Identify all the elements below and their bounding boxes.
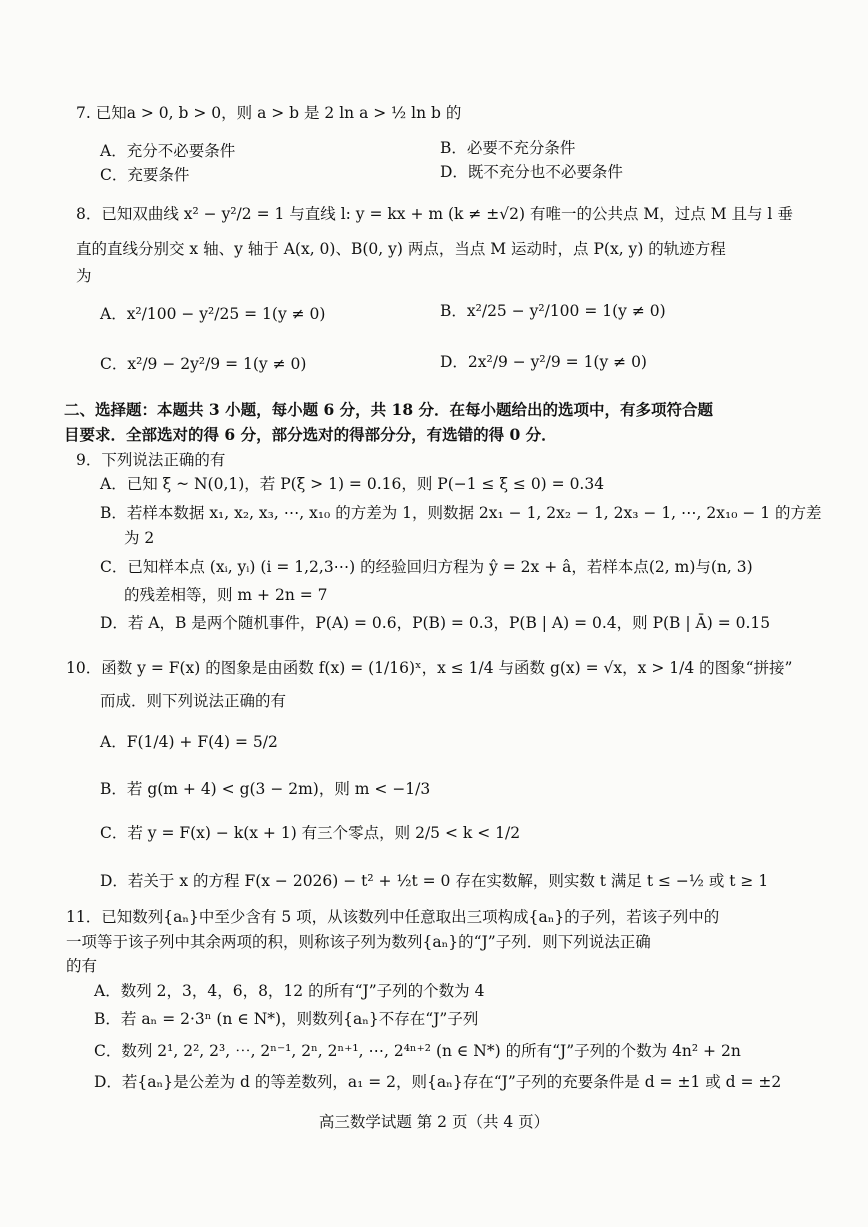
q8-option-a: A．x²/100 − y²/25 = 1(y ≠ 0) — [100, 305, 326, 323]
q7-stem: 7. 已知a > 0, b > 0，则 a > b 是 2 ln a > ½ ln b 的 — [76, 104, 462, 122]
q8-stem-line3: 为 — [76, 267, 92, 285]
q10-option-c: C．若 y = F(x) − k(x + 1) 有三个零点，则 2/5 < k < 1/2 — [100, 824, 521, 842]
q11-option-b: B．若 aₙ = 2·3ⁿ (n ∈ N*)，则数列{aₙ}不存在“J”子列 — [94, 1010, 479, 1028]
section2-line2: 目要求．全部选对的得 6 分，部分选对的得部分分，有选错的得 0 分． — [64, 425, 557, 444]
q8-option-b: B．x²/25 − y²/100 = 1(y ≠ 0) — [440, 302, 666, 320]
q9-option-b-line2: 为 2 — [124, 529, 155, 547]
q11-stem-line1: 11．已知数列{aₙ}中至少含有 5 项，从该数列中任意取出三项构成{aₙ}的子列，若该子列中的 — [66, 908, 720, 926]
q9-option-c-line1: C．已知样本点 (xᵢ, yᵢ) (i = 1,2,3⋯) 的经验回归方程为 ŷ = 2x + â，若样本点(2, m)与(n, 3) — [100, 558, 753, 576]
q8-stem-line1: 8．已知双曲线 x² − y²/2 = 1 与直线 l: y = kx + m (k ≠ ±√2) 有唯一的公共点 M，过点 M 且与 l 垂 — [76, 205, 793, 223]
q7-option-c: C．充要条件 — [100, 166, 190, 184]
q11-stem-line3: 的有 — [66, 957, 98, 975]
q7-option-d: D．既不充分也不必要条件 — [440, 163, 623, 181]
q8-stem-line2: 直的直线分别交 x 轴、y 轴于 A(x, 0)、B(0, y) 两点，当点 M 运动时，点 P(x, y) 的轨迹方程 — [76, 240, 726, 258]
q9-option-d: D．若 A，B 是两个随机事件，P(A) = 0.6，P(B) = 0.3，P(B | A) = 0.4，则 P(B | Ā) = 0.15 — [100, 614, 771, 632]
q8-option-d: D．2x²/9 − y²/9 = 1(y ≠ 0) — [440, 353, 647, 371]
q9-option-a: A．已知 ξ ~ N(0,1)，若 P(ξ > 1) = 0.16，则 P(−1 ≤ ξ ≤ 0) = 0.34 — [100, 475, 605, 493]
q10-option-b: B．若 g(m + 4) < g(3 − 2m)，则 m < −1/3 — [100, 780, 431, 798]
q10-stem-line2: 而成．则下列说法正确的有 — [100, 692, 287, 710]
q9-stem: 9．下列说法正确的有 — [76, 451, 226, 469]
q11-option-d: D．若{aₙ}是公差为 d 的等差数列，a₁ = 2，则{aₙ}存在“J”子列的充要条件是 d = ±1 或 d = ±2 — [94, 1073, 782, 1091]
section2-line1: 二、选择题：本题共 3 小题，每小题 6 分，共 18 分．在每小题给出的选项中，有多项符合题 — [64, 400, 714, 419]
q10-stem-line1: 10．函数 y = F(x) 的图象是由函数 f(x) = (1/16)ˣ，x ≤ 1/4 与函数 g(x) = √x，x > 1/4 的图象“拼接” — [66, 659, 793, 677]
q9-option-b-line1: B．若样本数据 x₁, x₂, x₃, ⋯, x₁₀ 的方差为 1，则数据 2x₁ − 1, 2x₂ − 1, 2x₃ − 1, ⋯, 2x₁₀ − 1 的方差 — [100, 504, 822, 522]
q7-option-a: A．充分不必要条件 — [100, 142, 236, 160]
page-footer: 高三数学试题 第 2 页（共 4 页） — [318, 1113, 550, 1131]
q11-option-c: C．数列 2¹, 2², 2³, ⋯, 2ⁿ⁻¹, 2ⁿ, 2ⁿ⁺¹, ⋯, 2⁴ⁿ⁺² (n ∈ N*) 的所有“J”子列的个数为 4n² + 2n — [94, 1042, 741, 1060]
q10-option-a: A．F(1/4) + F(4) = 5/2 — [100, 733, 278, 751]
q7-option-b: B．必要不充分条件 — [440, 139, 576, 157]
q8-option-c: C．x²/9 − 2y²/9 = 1(y ≠ 0) — [100, 355, 307, 373]
q11-stem-line2: 一项等于该子列中其余两项的积，则称该子列为数列{aₙ}的“J”子列．则下列说法正确 — [66, 933, 651, 951]
q10-option-d: D．若关于 x 的方程 F(x − 2026) − t² + ½t = 0 存在实数解，则实数 t 满足 t ≤ −½ 或 t ≥ 1 — [100, 872, 769, 890]
q11-option-a: A．数列 2，3，4，6，8，12 的所有“J”子列的个数为 4 — [94, 982, 485, 1000]
q9-option-c-line2: 的残差相等，则 m + 2n = 7 — [124, 586, 328, 604]
